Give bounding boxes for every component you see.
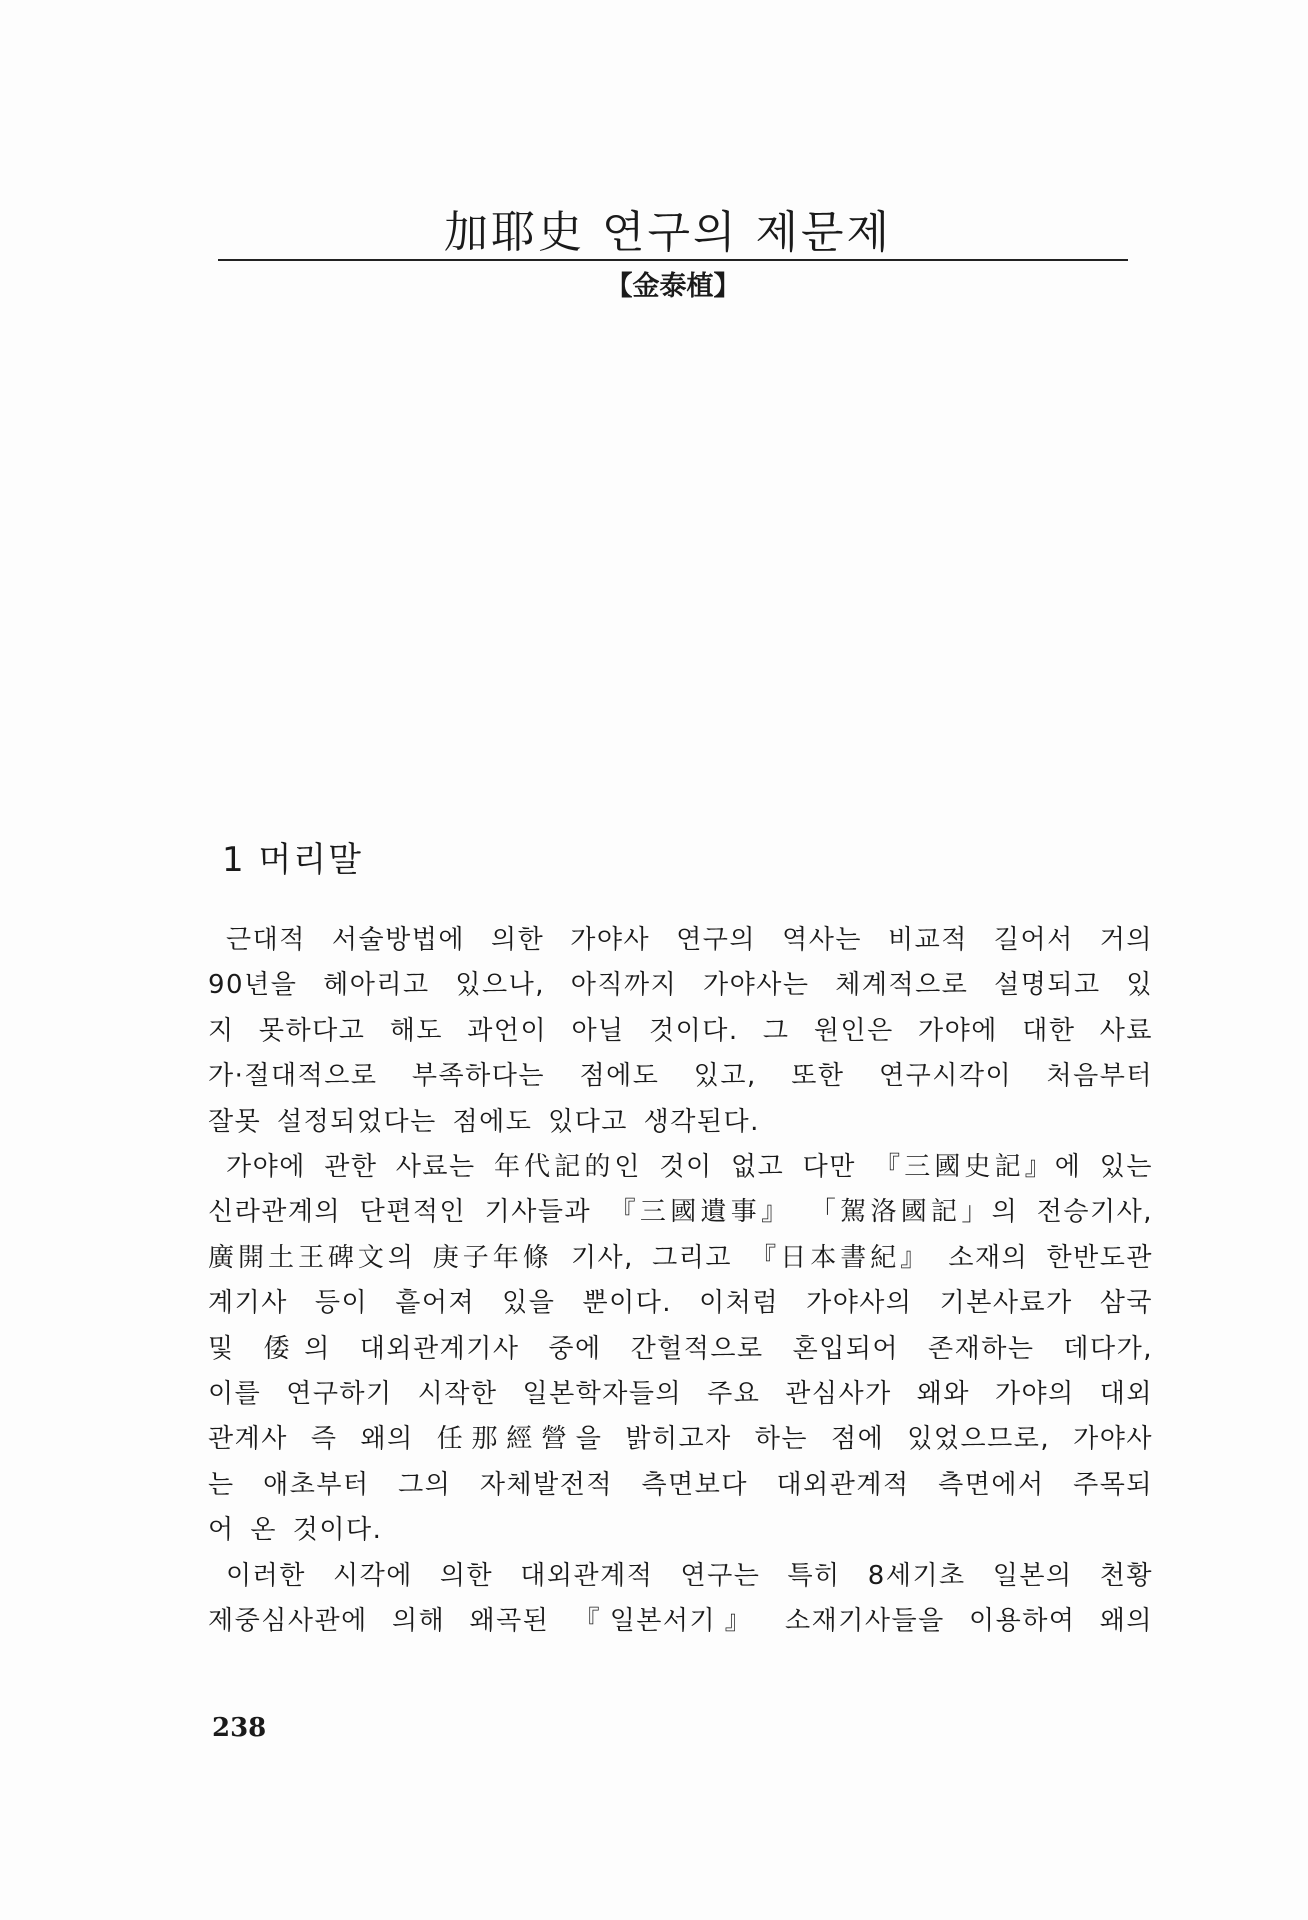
text-line: 가·절대적으로 부족하다는 점에도 있고, 또한 연구시각이 처음부터 — [208, 1061, 1153, 1092]
text-line: 지 못하다고 해도 과언이 아닐 것이다. 그 원인은 가야에 대한 사료 — [208, 1015, 1153, 1046]
page-number: 238 — [212, 1713, 267, 1743]
body-text — [208, 918, 1153, 1645]
text-line: 는 애초부터 그의 자체발전적 측면보다 대외관계적 측면에서 주목되 — [208, 1469, 1153, 1500]
text-line: 제중심사관에 의해 왜곡된 『일본서기』 소재기사들을 이용하여 왜의 — [208, 1606, 1153, 1637]
text-line: 신라관계의 단편적인 기사들과 『三國遺事』 「駕洛國記」의 전승기사, — [208, 1197, 1153, 1228]
author-name: 【金泰植】 — [605, 271, 741, 302]
text-line: 廣開土王碑文의 庚子年條 기사, 그리고 『日本書紀』 소재의 한반도관 — [208, 1242, 1153, 1273]
text-line: 근대적 서술방법에 의한 가야사 연구의 역사는 비교적 길어서 거의 — [226, 925, 1153, 955]
title-block — [218, 205, 1118, 261]
title-divider — [218, 259, 1128, 261]
paragraph-2 — [208, 1145, 1153, 1554]
text-line: 이를 연구하기 시작한 일본학자들의 주요 관심사가 왜와 가야의 대외 — [208, 1379, 1153, 1410]
text-line: 잘못 설정되었다는 점에도 있다고 생각된다. — [208, 1106, 760, 1137]
text-line: 가야에 관한 사료는 年代記的인 것이 없고 다만 『三國史記』에 있는 — [226, 1152, 1153, 1183]
article-title: 加耶史 연구의 제문제 — [444, 207, 892, 258]
section-heading: 1 머리말 — [222, 840, 363, 880]
text-line: 및 倭의 대외관계기사 중에 간헐적으로 혼입되어 존재하는 데다가, — [208, 1333, 1153, 1364]
text-line: 계기사 등이 흩어져 있을 뿐이다. 이처럼 가야사의 기본사료가 삼국 — [208, 1288, 1153, 1319]
text-line: 90년을 헤아리고 있으나, 아직까지 가야사는 체계적으로 설명되고 있 — [208, 970, 1153, 1001]
text-line: 관계사 즉 왜의 任那經營을 밝히고자 하는 점에 있었으므로, 가야사 — [208, 1424, 1153, 1455]
text-line: 어 온 것이다. — [208, 1515, 383, 1546]
text-line: 이러한 시각에 의한 대외관계적 연구는 특히 8세기초 일본의 천황 — [226, 1560, 1153, 1591]
paragraph-3 — [208, 1554, 1153, 1645]
paragraph-1 — [208, 918, 1153, 1145]
